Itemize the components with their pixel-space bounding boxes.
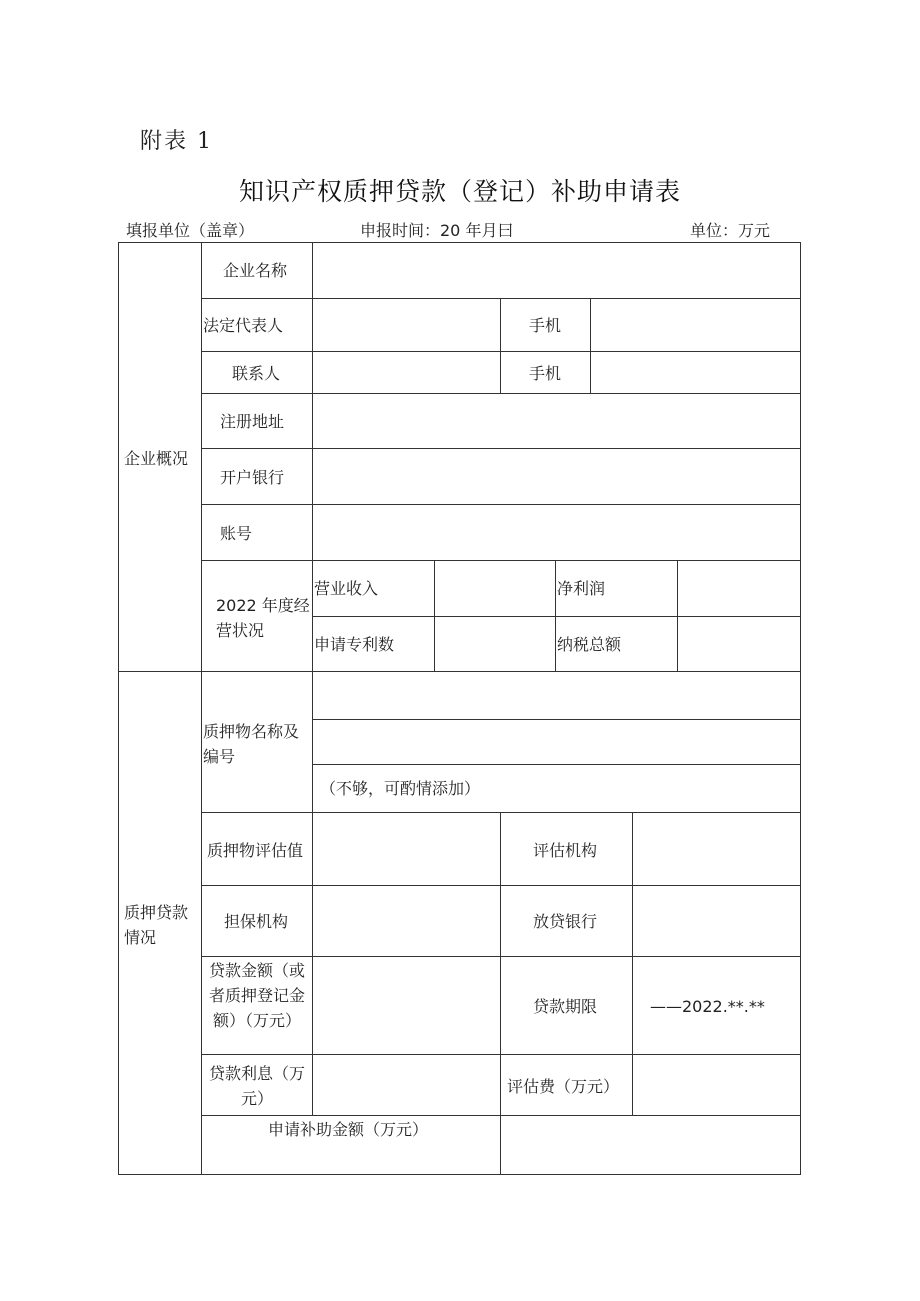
table-border-bottom	[118, 1174, 801, 1175]
report-time-label: 申报时间：20 年月曰	[360, 221, 514, 240]
appraiser-field[interactable]	[633, 813, 800, 885]
guarantor-label: 担保机构	[224, 912, 289, 931]
net-profit-field[interactable]	[678, 561, 800, 616]
appraisal-fee-label: 评估费（万元）	[507, 1077, 620, 1096]
contact-mobile-field[interactable]	[591, 352, 800, 393]
table-border-right	[800, 242, 801, 1175]
fill-unit-label: 填报单位（盖章）	[126, 221, 255, 240]
mobile-label: 手机	[529, 364, 562, 383]
valuation-field[interactable]	[313, 813, 500, 885]
table-border-left	[118, 242, 119, 1175]
section-pledge-loan: 质押贷款情况	[124, 903, 189, 947]
collateral-field-2[interactable]	[313, 720, 800, 764]
section-divider	[201, 242, 202, 1175]
legal-rep-mobile-field[interactable]	[591, 299, 800, 351]
appraisal-fee-field[interactable]	[633, 1055, 800, 1115]
bank-field[interactable]	[313, 449, 800, 504]
collateral-label: 质押物名称及编号	[203, 722, 300, 766]
account-field[interactable]	[313, 505, 800, 560]
loan-amount-field[interactable]	[313, 957, 500, 1054]
row-line	[201, 956, 801, 957]
operation-status-label: 2022 年度经营状况	[216, 596, 310, 640]
registered-address-label: 注册地址	[220, 412, 285, 431]
legal-rep-field[interactable]	[313, 299, 500, 351]
section-enterprise-overview: 企业概况	[124, 449, 189, 468]
unit-label: 单位：万元	[690, 221, 771, 240]
subsidy-amount-field[interactable]	[501, 1116, 800, 1174]
valuation-label: 质押物评估值	[207, 841, 304, 860]
legal-rep-label: 法定代表人	[203, 316, 284, 335]
appraiser-label: 评估机构	[533, 841, 598, 860]
account-label: 账号	[220, 524, 253, 543]
guarantor-field[interactable]	[313, 886, 500, 956]
patents-field[interactable]	[435, 617, 555, 671]
company-name-field[interactable]	[313, 243, 800, 298]
bank-label: 开户银行	[220, 468, 285, 487]
col-line	[500, 298, 501, 394]
loan-term-value[interactable]: ——2022.**.**	[650, 997, 765, 1016]
company-name-label: 企业名称	[223, 261, 288, 280]
interest-label: 贷款利息（万元）	[208, 1064, 305, 1108]
loan-amount-label: 贷款金额（或者质押登记金额）（万元）	[208, 961, 305, 1030]
patents-label: 申请专利数	[314, 635, 395, 654]
contact-field[interactable]	[313, 352, 500, 393]
attachment-label: 附表 1	[140, 129, 213, 154]
interest-field[interactable]	[313, 1055, 500, 1115]
subsidy-amount-label: 申请补助金额（万元）	[268, 1120, 429, 1139]
registered-address-field[interactable]	[313, 394, 800, 448]
revenue-field[interactable]	[435, 561, 555, 616]
lender-label: 放贷银行	[533, 912, 598, 931]
mobile-label: 手机	[529, 316, 562, 335]
net-profit-label: 净利润	[557, 579, 606, 598]
col-line	[555, 560, 556, 672]
tax-label: 纳税总额	[557, 635, 622, 654]
row-line	[312, 764, 801, 765]
collateral-note: （不够，可酌情添加）	[320, 779, 481, 798]
page-title: 知识产权质押贷款（登记）补助申请表	[238, 177, 681, 206]
loan-term-label: 贷款期限	[533, 997, 598, 1016]
collateral-field-1[interactable]	[313, 672, 800, 719]
contact-label: 联系人	[232, 364, 281, 383]
tax-field[interactable]	[678, 617, 800, 671]
revenue-label: 营业收入	[314, 579, 379, 598]
lender-field[interactable]	[633, 886, 800, 956]
